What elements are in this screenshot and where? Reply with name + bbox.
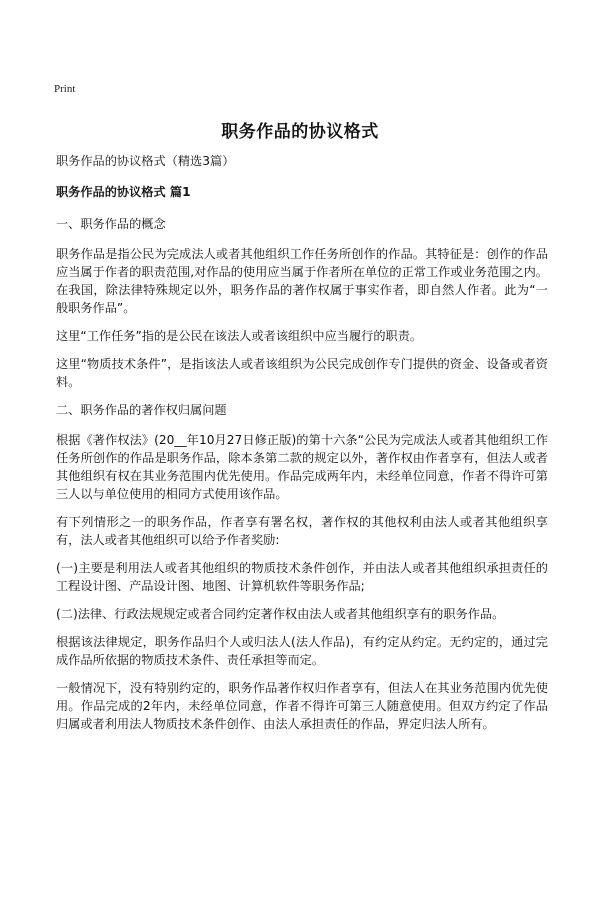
paragraph-definition: 职务作品是指公民为完成法人或者其他组织工作任务所创作的作品。其特征是：创作的作品应当属于作者的职责范围,对作品的使用应当属于作者所在单位的正常工作或业务范围之内。在我国，除法律特殊规定以外，职务作品的著作权属于事实作者，即自然人作者。此为“一般职务作品”。 [56,247,548,315]
paragraph-work-task: 这里“工作任务”指的是公民在该法人或者该组织中应当履行的职责。 [56,329,423,343]
document-body [56,152,548,743]
print-label: Print [54,83,76,95]
paragraph-material-conditions: 这里“物质技术条件”，是指该法人或者该组织为公民完成创作专门提供的资金、设备或者资料。 [56,357,548,389]
paragraph-situations: 有下列情形之一的职务作品，作者享有署名权，著作权的其他权利由法人或者其他组织享有，法人或者其他组织可以给予作者奖励: [56,515,548,547]
document-title: 职务作品的协议格式 [221,122,379,142]
paragraph-general-case: 一般情况下，没有特别约定的，职务作品著作权归作者享有，但法人在其业务范围内优先使用。作品完成的2年内，未经单位同意，作者不得许可第三人随意使用。但双方约定了作品归属或者利用法人物质技术条件创作、由法人承担责任的作品，界定归法人所有。 [56,681,548,731]
paragraph-item-two: (二)法律、行政法规规定或者合同约定著作权由法人或者其他组织享有的职务作品。 [56,607,505,621]
paragraph-item-one: (一)主要是利用法人或者其他组织的物质技术条件创作，并由法人或者其他组织承担责任的工程设计图、产品设计图、地图、计算机软件等职务作品; [56,561,548,593]
paragraph-legal-rule: 根据该法律规定，职务作品归个人或归法人(法人作品)，有约定从约定。无约定的，通过完成作品所依据的物质技术条件、责任承担等而定。 [56,635,548,667]
heading-concept: 一、职务作品的概念 [56,217,166,231]
section-title: 职务作品的协议格式 篇1 [56,185,191,199]
heading-ownership: 二、职务作品的著作权归属问题 [56,403,227,417]
document-subtitle: 职务作品的协议格式（精选3篇） [56,154,235,168]
paragraph-copyright-law: 根据《著作权法》(20__年10月27日修正版)的第十六条“公民为完成法人或者其他组织工作任务所创作的作品是职务作品，除本条第二款的规定以外，著作权由作者享有，但法人或者其他组织有权在其业务范围内优先使用。作品完成两年内，未经单位同意，作者不得许可第三人以与单位使用的相同方式使用该作品。 [56,433,548,501]
